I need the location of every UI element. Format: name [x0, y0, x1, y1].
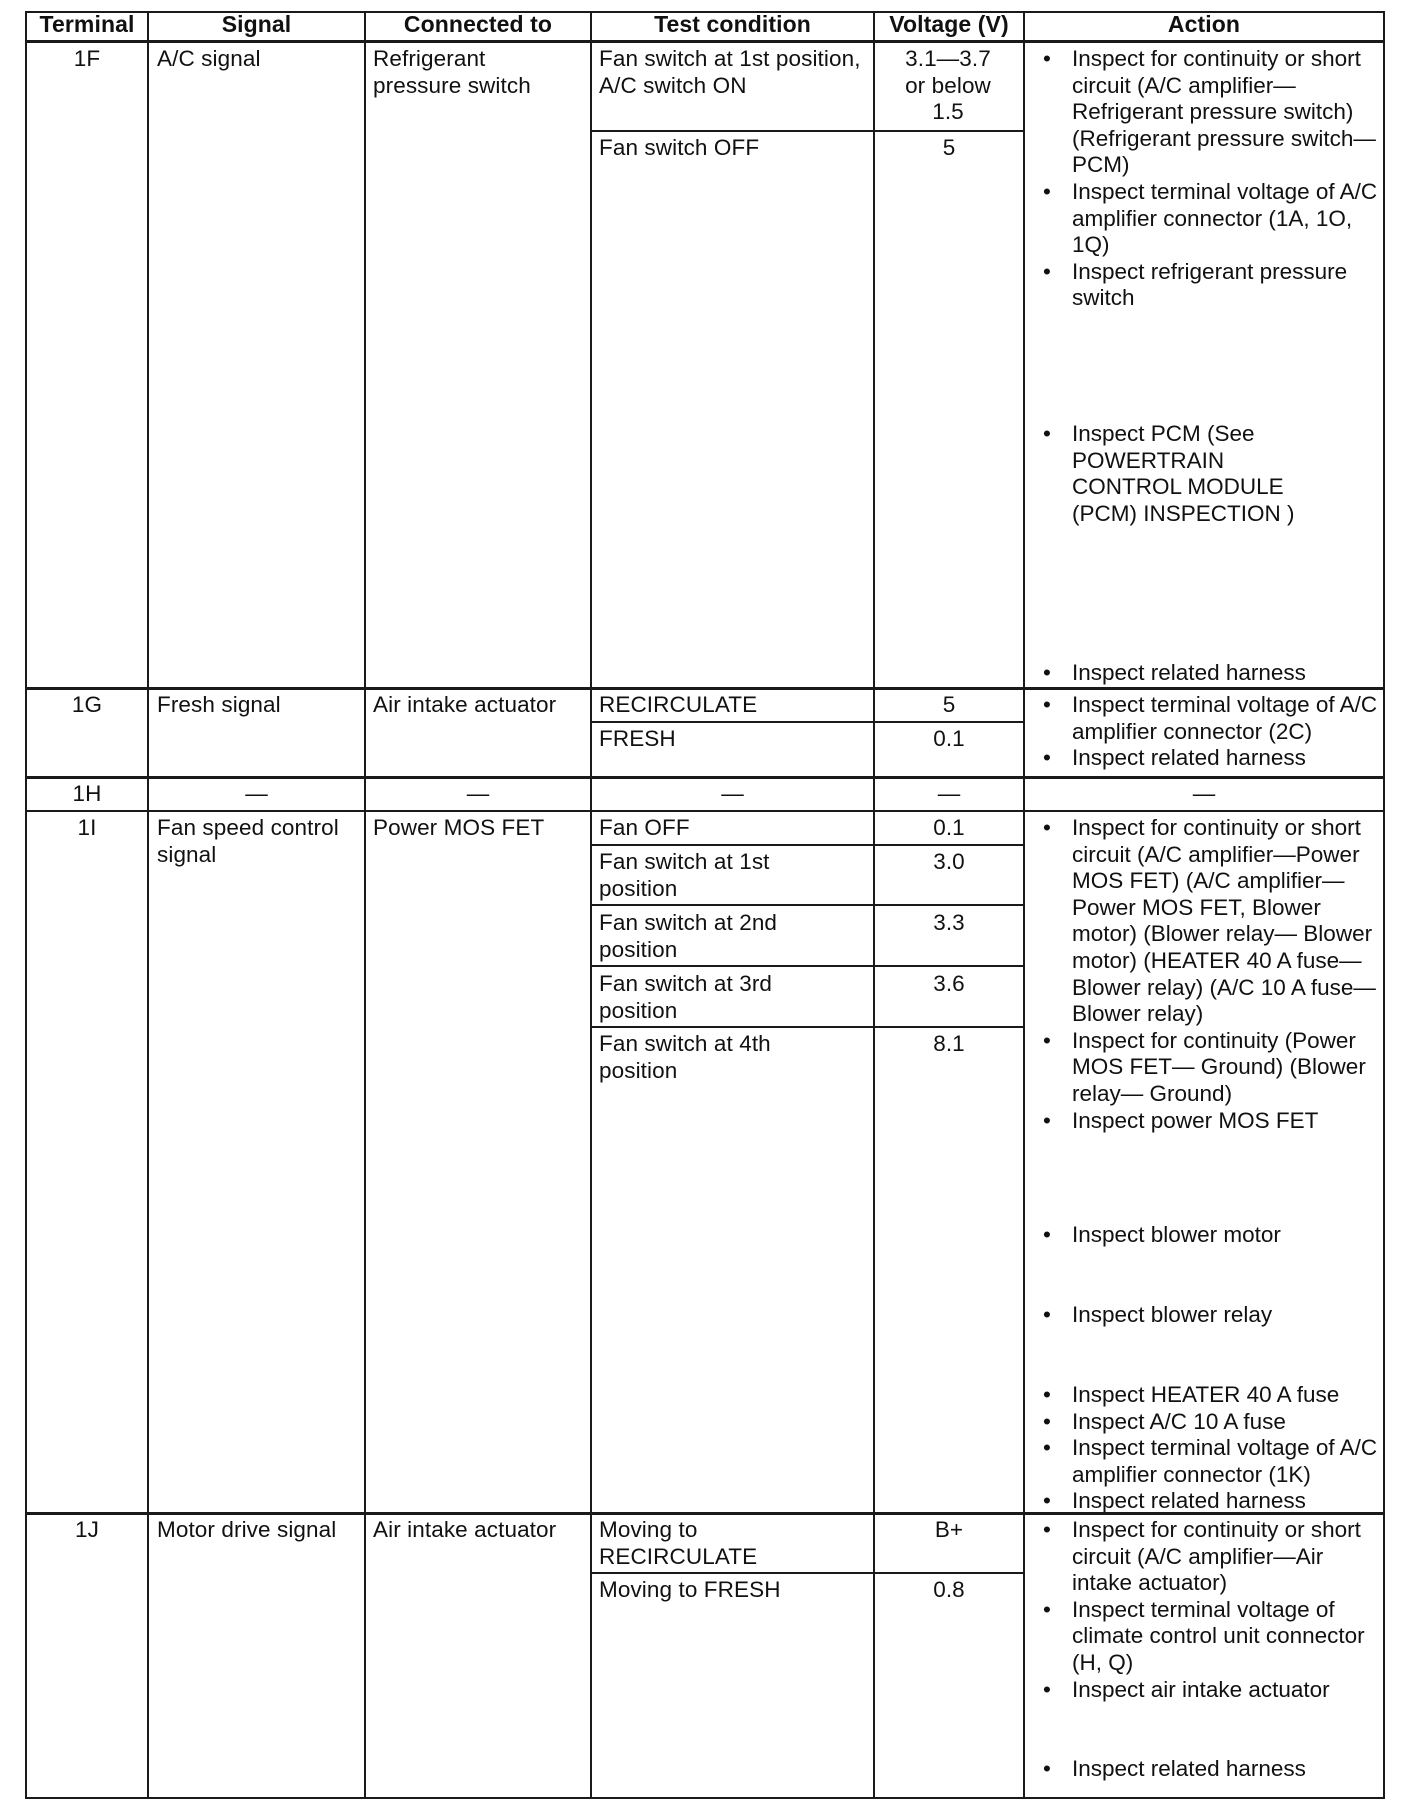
action-list [1031, 46, 1383, 312]
action-item: • Inspect related harness [1031, 660, 1383, 687]
action-list [1031, 1302, 1383, 1329]
condition-divider [590, 1572, 1024, 1574]
action-item: • Inspect for continuity or short circuit (A/C amplifier—Power MOS FET) (A/C amplifier—Power MOS FET, Blower motor) (Blower relay— Blower motor) (HEATER 40 A fuse—Blower relay) (A/C 10 A fuse—Blower relay) [1031, 815, 1383, 1028]
table-right-border [1383, 11, 1385, 1799]
voltage-cell: B+ [934, 1517, 964, 1542]
test-condition-cell: Fan switch at 3rd position [599, 971, 773, 1023]
test-condition-cell: RECIRCULATE [599, 692, 758, 717]
header-signal: Signal [221, 11, 292, 37]
header-bottom-border [26, 40, 1385, 43]
connected-to-cell: Power MOS FET [373, 815, 545, 840]
action-item: • Inspect power MOS FET [1031, 1108, 1383, 1135]
voltage-cell: 3.0 [933, 849, 965, 874]
terminal-cell: 1F [73, 46, 101, 71]
terminal-cell: 1J [75, 1517, 99, 1542]
signal-cell: Motor drive signal [157, 1517, 337, 1542]
action-list [1031, 692, 1383, 772]
condition-divider [590, 844, 1024, 846]
voltage-cell: — [937, 781, 961, 806]
condition-divider [590, 130, 1024, 132]
table-bottom-border [26, 1797, 1385, 1799]
header-test-condition: Test condition [654, 11, 811, 37]
action-list [1031, 1517, 1383, 1703]
test-condition-cell: Fan switch at 1st position [599, 849, 770, 901]
voltage-cell: 5 [942, 692, 956, 717]
signal-cell: — [245, 781, 268, 806]
action-list [1031, 1382, 1383, 1515]
test-condition-cell: — [721, 781, 744, 806]
column-divider [147, 11, 149, 1799]
action-item: • Inspect related harness [1031, 745, 1383, 772]
action-item: • Inspect refrigerant pressure switch [1031, 259, 1383, 312]
header-connected-to: Connected to [403, 11, 553, 37]
condition-divider [590, 721, 1024, 723]
action-item: • Inspect blower relay [1031, 1302, 1383, 1329]
voltage-cell: 3.1—3.7 or below 1.5 [905, 46, 991, 125]
voltage-cell: 3.6 [933, 971, 965, 996]
connected-to-cell: Air intake actuator [373, 692, 557, 717]
test-condition-cell: Fan switch at 1st position, A/C switch ON [599, 46, 861, 98]
connected-to-cell: Air intake actuator [373, 1517, 557, 1542]
signal-cell: A/C signal [157, 46, 261, 71]
action-item: • Inspect terminal voltage of A/C amplifier connector (1A, 1O, 1Q) [1031, 179, 1383, 259]
action-item: • Inspect air intake actuator [1031, 1677, 1383, 1704]
action-list [1031, 1756, 1383, 1783]
action-item: • Inspect for continuity or short circuit (A/C amplifier—Air intake actuator) [1031, 1517, 1383, 1597]
action-item: • Inspect HEATER 40 A fuse [1031, 1382, 1383, 1409]
row-1g-bottom-border [26, 776, 1385, 779]
test-condition-cell: Fan switch at 4th position [599, 1031, 771, 1083]
condition-divider [590, 1026, 1024, 1028]
action-item: • Inspect PCM (See POWERTRAIN CONTROL MODULE (PCM) INSPECTION ) [1031, 421, 1331, 527]
action-item: • Inspect for continuity (Power MOS FET— Ground) (Blower relay— Ground) [1031, 1028, 1383, 1108]
test-condition-cell: Fan switch at 2nd position [599, 910, 778, 962]
action-list [1031, 660, 1383, 687]
voltage-cell: 0.1 [933, 815, 965, 840]
voltage-cell: 0.8 [933, 1577, 965, 1602]
header-terminal: Terminal [39, 11, 135, 37]
action-cell: — [1192, 781, 1216, 806]
condition-divider [590, 965, 1024, 967]
signal-cell: Fan speed control signal [157, 815, 339, 867]
test-condition-cell: Moving to FRESH [599, 1577, 781, 1602]
voltage-cell: 8.1 [933, 1031, 965, 1056]
action-list [1031, 815, 1383, 1134]
connected-to-cell: Refrigerant pressure switch [373, 46, 531, 98]
header-action: Action [1167, 11, 1241, 37]
test-condition-cell: Fan OFF [599, 815, 690, 840]
test-condition-cell: Moving to RECIRCULATE [599, 1517, 758, 1569]
voltage-cell: 5 [942, 135, 956, 160]
column-divider [1023, 11, 1025, 1799]
action-item: • Inspect A/C 10 A fuse [1031, 1409, 1383, 1436]
condition-divider [590, 904, 1024, 906]
action-item: • Inspect terminal voltage of A/C amplifier connector (1K) [1031, 1435, 1383, 1488]
column-divider [364, 11, 366, 1799]
test-condition-cell: FRESH [599, 726, 676, 751]
signal-cell: Fresh signal [157, 692, 281, 717]
terminal-cell: 1I [77, 815, 97, 840]
action-item: • Inspect terminal voltage of climate control unit connector (H, Q) [1031, 1597, 1383, 1677]
action-item: • Inspect for continuity or short circuit (A/C amplifier—Refrigerant pressure switch) (Refrigerant pressure switch—PCM) [1031, 46, 1383, 179]
connected-to-cell: — [466, 781, 490, 806]
action-item: • Inspect terminal voltage of A/C amplifier connector (2C) [1031, 692, 1383, 745]
action-item: • Inspect related harness [1031, 1756, 1383, 1783]
row-1f-bottom-border [26, 687, 1385, 690]
test-condition-cell: Fan switch OFF [599, 135, 760, 160]
column-divider [590, 11, 592, 1799]
action-list [1031, 421, 1331, 527]
action-item: • Inspect blower motor [1031, 1222, 1383, 1249]
action-list [1031, 1222, 1383, 1249]
header-voltage: Voltage (V) [889, 11, 1009, 37]
terminal-cell: 1G [71, 692, 103, 717]
voltage-cell: 0.1 [933, 726, 965, 751]
terminal-cell: 1H [72, 781, 102, 806]
voltage-cell: 3.3 [933, 910, 965, 935]
row-1h-bottom-border [26, 810, 1385, 812]
action-item: • Inspect related harness [1031, 1488, 1383, 1515]
